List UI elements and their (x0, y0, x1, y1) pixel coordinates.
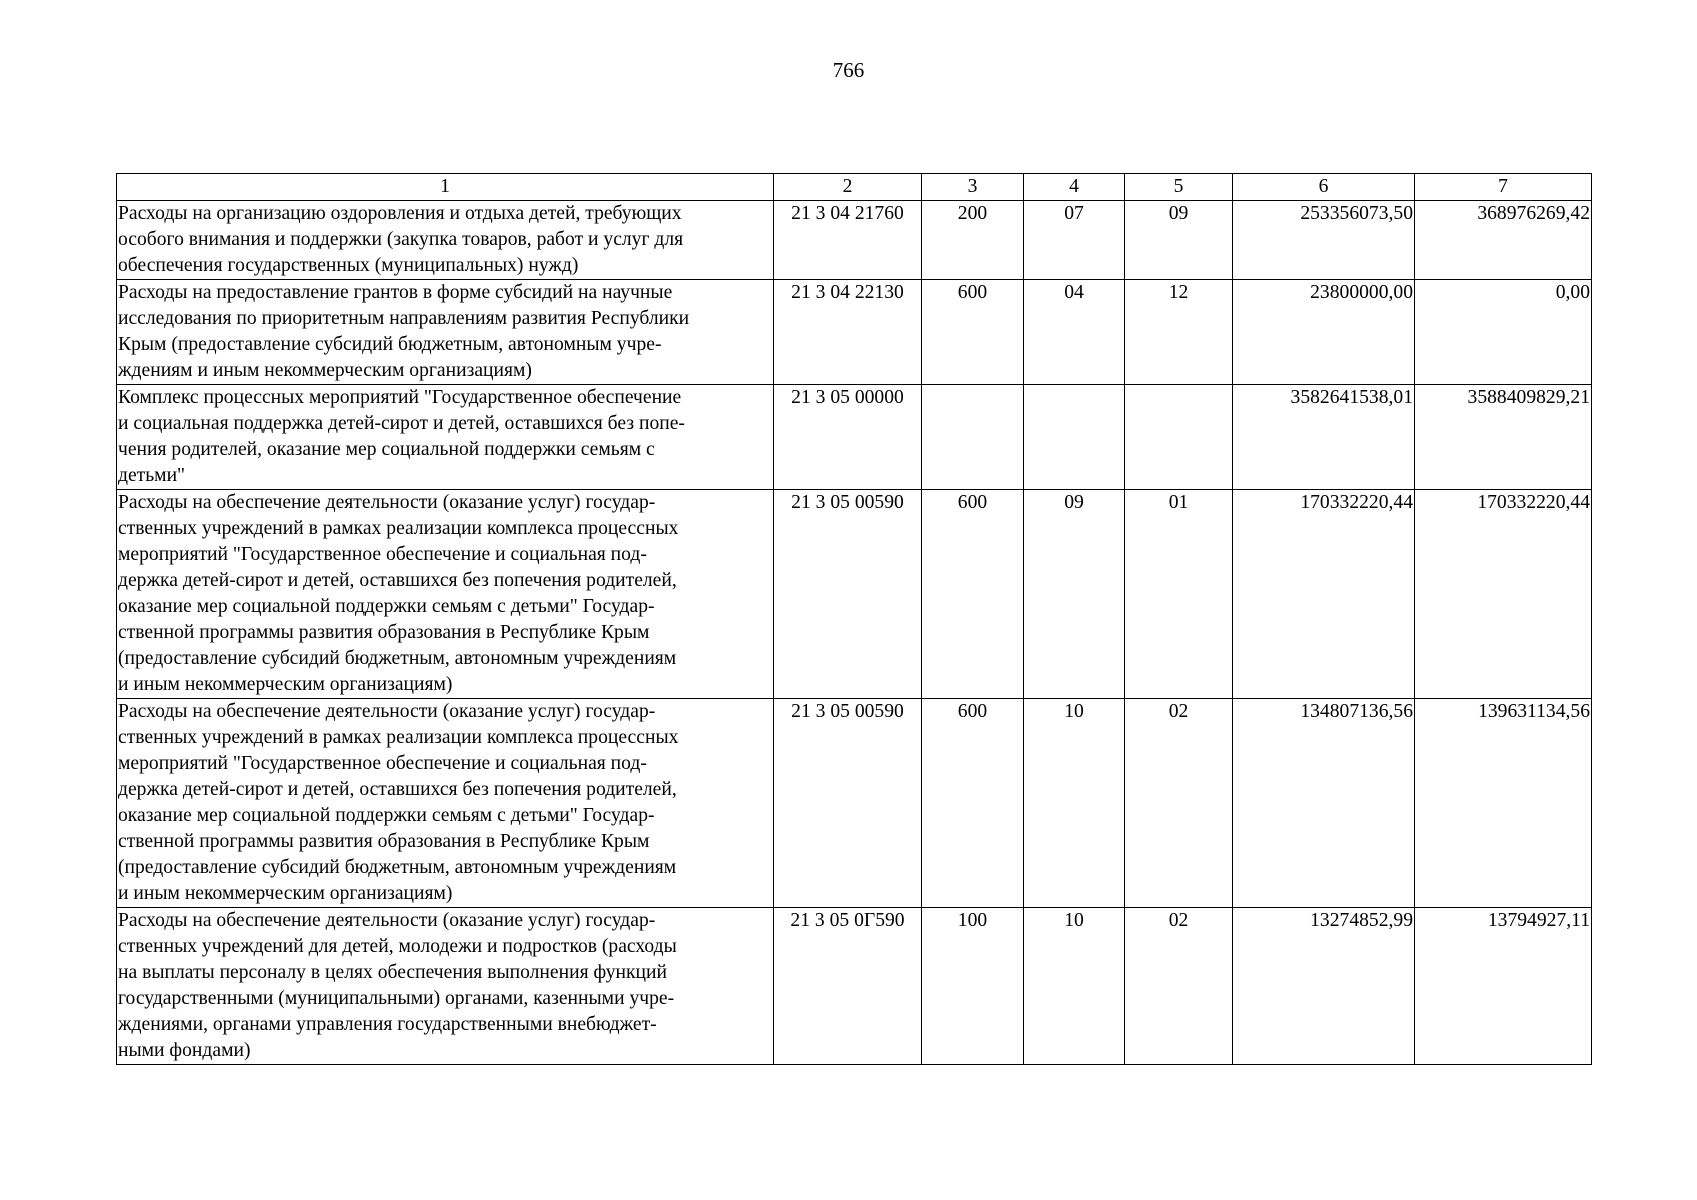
row-amount-col6: 253356073,50 (1233, 201, 1415, 280)
row-section (1024, 385, 1125, 490)
table-row (117, 280, 1592, 385)
row-target-code: 21 3 05 00590 (774, 699, 922, 908)
row-section: 07 (1024, 201, 1125, 280)
row-section: 10 (1024, 908, 1125, 1065)
row-expense-type: 200 (922, 201, 1024, 280)
header-row (117, 174, 1592, 201)
row-section: 10 (1024, 699, 1125, 908)
row-amount-col7: 13794927,11 (1415, 908, 1592, 1065)
row-target-code: 21 3 05 0Г590 (774, 908, 922, 1065)
budget-table (116, 173, 1592, 1065)
row-amount-col7: 170332220,44 (1415, 490, 1592, 699)
header-col-1: 1 (117, 174, 774, 201)
row-subsection: 09 (1125, 201, 1233, 280)
row-expense-type: 600 (922, 699, 1024, 908)
row-amount-col6: 3582641538,01 (1233, 385, 1415, 490)
row-target-code: 21 3 04 21760 (774, 201, 922, 280)
row-amount-col6: 134807136,56 (1233, 699, 1415, 908)
row-description: Расходы на обеспечение деятельности (оказание услуг) государ- ственных учреждений для детей, молодежи и подростков (расходы на выплаты персоналу в целях обеспечения выполнения функций государственными (муниципальными) органами, казенными учре- ждениями, органами управления государственными внебюджет- ными фондами) (117, 908, 774, 1065)
row-target-code: 21 3 05 00590 (774, 490, 922, 699)
row-section: 04 (1024, 280, 1125, 385)
row-description: Расходы на организацию оздоровления и отдыха детей, требующих особого внимания и поддержки (закупка товаров, работ и услуг для обеспечения государственных (муниципальных) нужд) (117, 201, 774, 280)
row-expense-type: 600 (922, 490, 1024, 699)
row-amount-col6: 23800000,00 (1233, 280, 1415, 385)
table-row (117, 908, 1592, 1065)
row-amount-col6: 13274852,99 (1233, 908, 1415, 1065)
table-row (117, 201, 1592, 280)
row-target-code: 21 3 05 00000 (774, 385, 922, 490)
page-number: 766 (832, 58, 865, 82)
header-col-5: 5 (1125, 174, 1233, 201)
row-target-code: 21 3 04 22130 (774, 280, 922, 385)
row-description: Комплекс процессных мероприятий "Государственное обеспечение и социальная поддержка детей-сирот и детей, оставшихся без попе- чения родителей, оказание мер социальной поддержки семьям с детьми" (117, 385, 774, 490)
header-col-7: 7 (1415, 174, 1592, 201)
row-expense-type: 100 (922, 908, 1024, 1065)
row-amount-col6: 170332220,44 (1233, 490, 1415, 699)
row-subsection: 02 (1125, 699, 1233, 908)
row-expense-type (922, 385, 1024, 490)
row-description: Расходы на обеспечение деятельности (оказание услуг) государ- ственных учреждений в рамках реализации комплекса процессных мероприятий "Государственное обеспечение и социальная под- держка детей-сирот и детей, оставшихся без попечения родителей, оказание мер социальной поддержки семьям с детьми" Государ- ственной программы развития образования в Республике Крым (предоставление субсидий бюджетным, автономным учреждениям и иным некоммерческим организациям) (117, 699, 774, 908)
row-section: 09 (1024, 490, 1125, 699)
header-col-3: 3 (922, 174, 1024, 201)
row-description: Расходы на предоставление грантов в форме субсидий на научные исследования по приоритетным направлениям развития Республики Крым (предоставление субсидий бюджетным, автономным учре- ждениям и иным некоммерческим организациям) (117, 280, 774, 385)
table-row (117, 699, 1592, 908)
row-amount-col7: 0,00 (1415, 280, 1592, 385)
row-expense-type: 600 (922, 280, 1024, 385)
header-col-4: 4 (1024, 174, 1125, 201)
row-subsection: 12 (1125, 280, 1233, 385)
header-col-6: 6 (1233, 174, 1415, 201)
row-subsection: 02 (1125, 908, 1233, 1065)
table-row (117, 385, 1592, 490)
table-row (117, 490, 1592, 699)
row-description: Расходы на обеспечение деятельности (оказание услуг) государ- ственных учреждений в рамках реализации комплекса процессных мероприятий "Государственное обеспечение и социальная под- держка детей-сирот и детей, оставшихся без попечения родителей, оказание мер социальной поддержки семьям с детьми" Государ- ственной программы развития образования в Республике Крым (предоставление субсидий бюджетным, автономным учреждениям и иным некоммерческим организациям) (117, 490, 774, 699)
row-subsection (1125, 385, 1233, 490)
row-amount-col7: 3588409829,21 (1415, 385, 1592, 490)
row-subsection: 01 (1125, 490, 1233, 699)
row-amount-col7: 368976269,42 (1415, 201, 1592, 280)
row-amount-col7: 139631134,56 (1415, 699, 1592, 908)
header-col-2: 2 (774, 174, 922, 201)
